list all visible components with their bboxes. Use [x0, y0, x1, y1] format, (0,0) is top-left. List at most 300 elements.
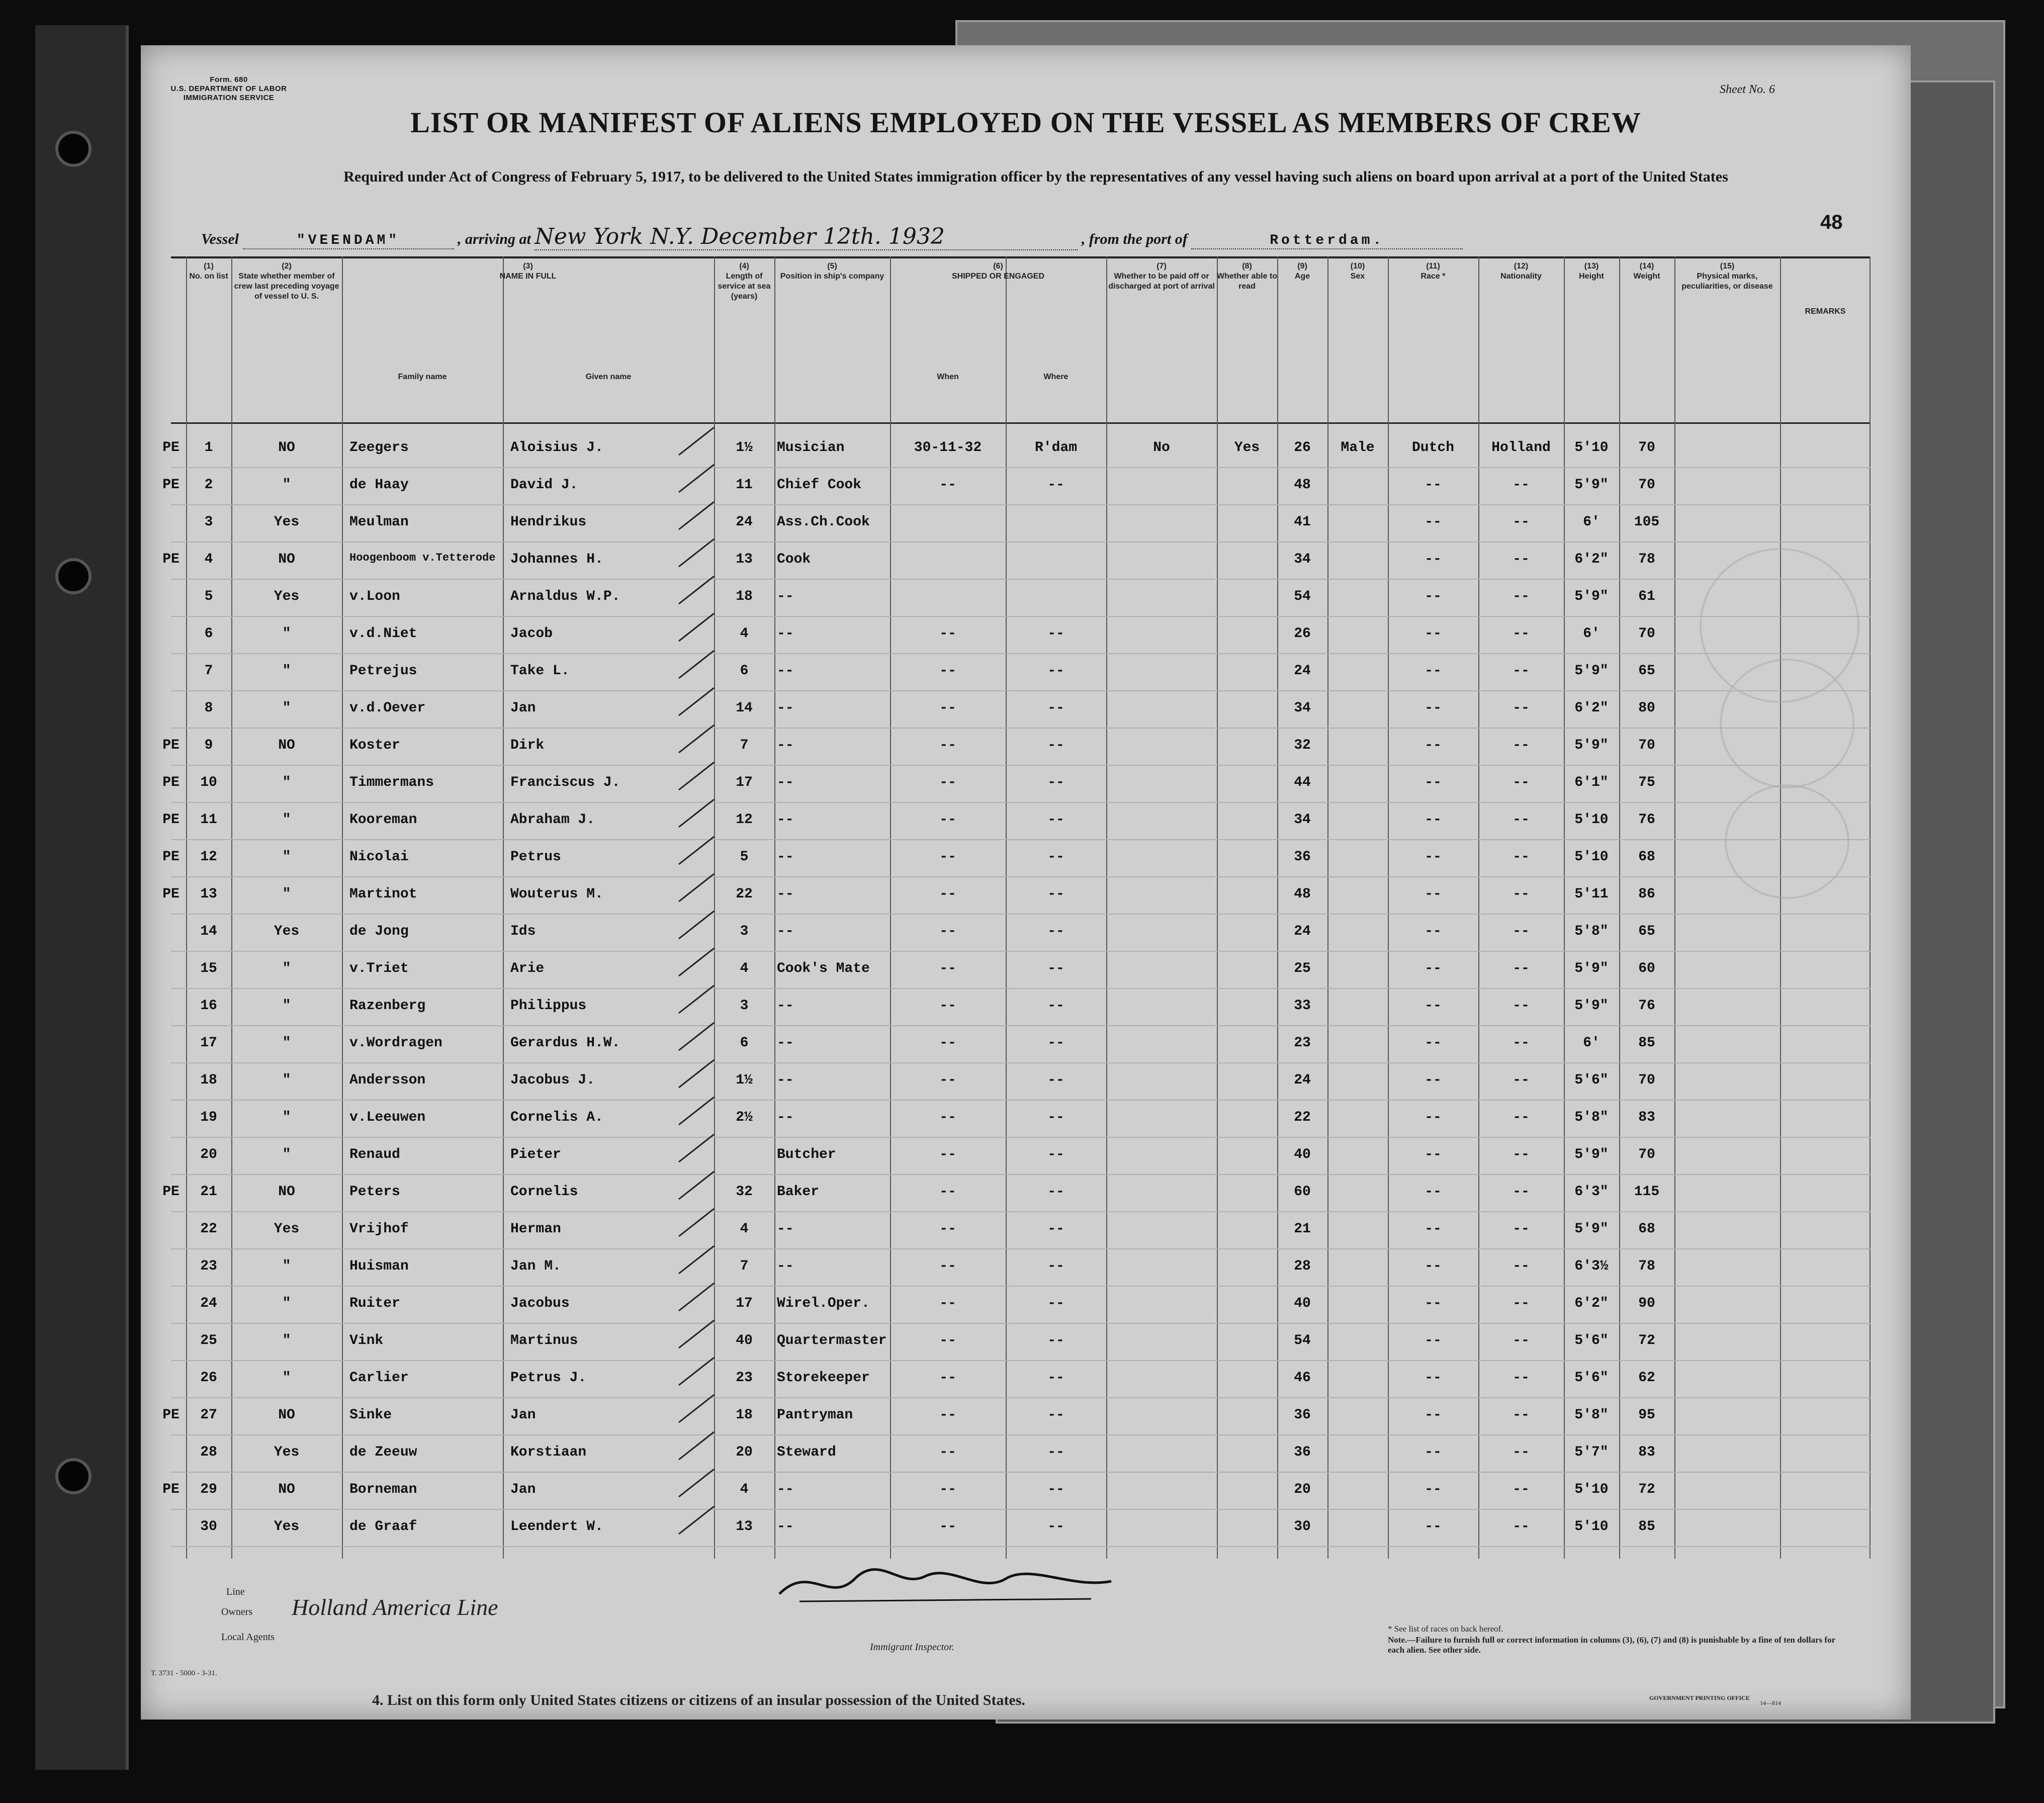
- col-label: State whether member of crew last preceding voyage of vessel to U. S.: [234, 272, 339, 301]
- cell-prev: ": [282, 700, 291, 716]
- cell-position: --: [777, 1110, 794, 1125]
- cell-race: --: [1425, 738, 1442, 753]
- cell-age: 26: [1294, 440, 1311, 456]
- cell-service: 1½: [736, 1072, 753, 1088]
- cell-family: Razenberg: [349, 998, 426, 1014]
- crew-table: [162, 256, 1871, 1564]
- cell-position: --: [777, 849, 794, 865]
- col-header-where: [1006, 372, 1106, 382]
- cell-given: Ids: [510, 924, 536, 939]
- cell-given: Philippus: [510, 998, 587, 1014]
- cell-position: Chief Cook: [777, 477, 862, 493]
- cell-prev: Yes: [274, 1519, 300, 1535]
- cell-age: 48: [1294, 886, 1311, 902]
- cell-age: 22: [1294, 1110, 1311, 1125]
- cell-when: --: [939, 477, 956, 493]
- header-bottom-rule: [171, 422, 1871, 424]
- cell-read: Yes: [1234, 440, 1260, 456]
- cell-age: 54: [1294, 1333, 1311, 1348]
- col-label: NAME IN FULL: [499, 272, 557, 281]
- cell-race: --: [1425, 886, 1442, 902]
- cell-nat: --: [1513, 552, 1530, 567]
- cell-service: 4: [740, 961, 749, 976]
- cell-weight: 90: [1638, 1296, 1655, 1311]
- cell-position: Wirel.Oper.: [777, 1296, 870, 1311]
- cell-no: 24: [200, 1296, 217, 1311]
- cell-race: --: [1425, 552, 1442, 567]
- cell-when: --: [939, 924, 956, 939]
- penalty-note: Note.—Failure to furnish full or correct information in columns (3), (6), (7) and (8) is punishable by a fine of ten dollars for each alien. See other side.: [1388, 1635, 1835, 1655]
- service-name: IMMIGRATION SERVICE: [183, 94, 275, 102]
- cell-position: --: [777, 924, 794, 939]
- cell-prev: NO: [278, 552, 295, 567]
- cell-position: Cook's Mate: [777, 961, 870, 976]
- cell-mark: PE: [162, 1407, 180, 1423]
- cell-height: 6': [1583, 514, 1600, 530]
- cell-race: --: [1425, 626, 1442, 642]
- page-number: 48: [1820, 211, 1843, 233]
- col-header-position: [774, 261, 890, 282]
- cell-height: 5'9": [1574, 961, 1609, 976]
- cell-race: --: [1425, 849, 1442, 865]
- cell-family: v.Wordragen: [349, 1035, 442, 1051]
- cell-family: Ruiter: [349, 1296, 400, 1311]
- cell-nat: Holland: [1491, 440, 1551, 456]
- table-row: [171, 1100, 1871, 1138]
- col-num: (6): [993, 262, 1003, 271]
- cell-where: --: [1047, 812, 1064, 828]
- owners-value: Holland America Line: [292, 1594, 498, 1620]
- cell-height: 5'10: [1574, 1519, 1609, 1535]
- cell-where: --: [1047, 1519, 1064, 1535]
- table-row: [171, 616, 1871, 654]
- cell-position: Baker: [777, 1184, 820, 1200]
- table-row: [171, 690, 1871, 729]
- cell-nat: --: [1513, 1258, 1530, 1274]
- col-label: Whether able to read: [1217, 272, 1278, 291]
- cell-prev: ": [282, 1296, 291, 1311]
- cell-where: --: [1047, 1333, 1064, 1348]
- form-number: [168, 75, 289, 103]
- cell-race: --: [1425, 1184, 1442, 1200]
- from-label: , from the port of: [1081, 231, 1188, 247]
- cell-given: Cornelis A.: [510, 1110, 603, 1125]
- from-port: Rotterdam.: [1270, 233, 1385, 248]
- cell-height: 6'3½: [1574, 1258, 1609, 1274]
- cell-nat: --: [1513, 1370, 1530, 1386]
- table-row: [162, 542, 1871, 580]
- cell-position: --: [777, 775, 794, 790]
- col-header-service: [714, 261, 774, 302]
- cell-position: Ass.Ch.Cook: [777, 514, 870, 530]
- cell-service: 4: [740, 1482, 749, 1497]
- table-row: [171, 1137, 1871, 1175]
- cell-nat: --: [1513, 1110, 1530, 1125]
- cell-height: 5'6": [1574, 1072, 1609, 1088]
- cell-race: --: [1425, 924, 1442, 939]
- col-header-paid-off: [1106, 261, 1217, 292]
- cell-age: 33: [1294, 998, 1311, 1014]
- col-header-weight: [1619, 261, 1674, 282]
- cell-family: Borneman: [349, 1482, 417, 1497]
- cell-given: Wouterus M.: [510, 886, 603, 902]
- cell-nat: --: [1513, 626, 1530, 642]
- cell-race: --: [1425, 1072, 1442, 1088]
- cell-position: Butcher: [777, 1147, 836, 1162]
- cell-weight: 70: [1638, 626, 1655, 642]
- cell-weight: 60: [1638, 961, 1655, 976]
- cell-position: --: [777, 626, 794, 642]
- col-header-read: [1217, 261, 1277, 292]
- cell-no: 18: [200, 1072, 217, 1088]
- cell-weight: 65: [1638, 663, 1655, 679]
- cell-family: Hoogenboom v.Tetterode: [349, 552, 496, 564]
- cell-where: --: [1047, 775, 1064, 790]
- cell-position: --: [777, 1482, 794, 1497]
- cell-when: --: [939, 1184, 956, 1200]
- cell-family: Martinot: [349, 886, 417, 902]
- cell-family: Carlier: [349, 1370, 409, 1386]
- cell-nat: --: [1513, 961, 1530, 976]
- cell-given: Jan M.: [510, 1258, 561, 1274]
- cell-height: 5'10: [1574, 440, 1609, 456]
- cell-race: --: [1425, 1258, 1442, 1274]
- cell-nat: --: [1513, 1072, 1530, 1088]
- cell-no: 5: [204, 589, 213, 604]
- binder-hole: [55, 131, 92, 167]
- cell-when: --: [939, 1445, 956, 1460]
- table-row: [171, 1025, 1871, 1063]
- cell-weight: 75: [1638, 775, 1655, 790]
- col-header-given-name: [503, 372, 714, 382]
- cell-race: --: [1425, 1147, 1442, 1162]
- cell-no: 19: [200, 1110, 217, 1125]
- col-label: SHIPPED OR ENGAGED: [951, 272, 1045, 281]
- cell-height: 5'8": [1574, 924, 1609, 939]
- col-header-when: [890, 372, 1006, 382]
- col-header-prev-voyage: [231, 261, 342, 302]
- table-row: [171, 1286, 1871, 1324]
- cell-height: 5'9": [1574, 477, 1609, 493]
- cell-height: 5'10: [1574, 1482, 1609, 1497]
- cell-weight: 70: [1638, 440, 1655, 456]
- cell-age: 36: [1294, 849, 1311, 865]
- cell-when: --: [939, 849, 956, 865]
- cell-when: --: [939, 775, 956, 790]
- cell-weight: 68: [1638, 849, 1655, 865]
- cell-family: v.Leeuwen: [349, 1110, 426, 1125]
- col-num: (1): [204, 262, 214, 271]
- cell-prev: ": [282, 1333, 291, 1348]
- cell-service: 14: [736, 700, 753, 716]
- table-row: [171, 579, 1871, 617]
- cell-prev: ": [282, 626, 291, 642]
- cell-when: --: [939, 626, 956, 642]
- cell-prev: ": [282, 1370, 291, 1386]
- cell-service: 12: [736, 812, 753, 828]
- cell-age: 23: [1294, 1035, 1311, 1051]
- cell-when: --: [939, 1072, 956, 1088]
- form-id: Form. 680: [210, 75, 248, 84]
- col-header-physical-marks: [1674, 261, 1780, 292]
- cell-when: --: [939, 886, 956, 902]
- cell-race: --: [1425, 1333, 1442, 1348]
- table-row: [162, 1174, 1871, 1212]
- cell-family: Peters: [349, 1184, 400, 1200]
- cell-prev: ": [282, 812, 291, 828]
- col-label: When: [937, 373, 959, 381]
- cell-race: --: [1425, 1407, 1442, 1423]
- cell-given: Pieter: [510, 1147, 561, 1162]
- cell-mark: PE: [162, 552, 180, 567]
- cell-height: 5'8": [1574, 1110, 1609, 1125]
- cell-age: 34: [1294, 700, 1311, 716]
- cell-prev: ": [282, 477, 291, 493]
- cell-family: Andersson: [349, 1072, 426, 1088]
- vessel-line: [201, 224, 1463, 250]
- cell-nat: --: [1513, 1407, 1530, 1423]
- cell-nat: --: [1513, 998, 1530, 1014]
- cell-prev: NO: [278, 1407, 295, 1423]
- cell-mark: PE: [162, 1184, 180, 1200]
- cell-no: 29: [200, 1482, 217, 1497]
- cell-service: 2½: [736, 1110, 753, 1125]
- col-header-nationality: [1478, 261, 1564, 282]
- cell-service: 13: [736, 1519, 753, 1535]
- cell-given: Take L.: [510, 663, 570, 679]
- cell-given: Hendrikus: [510, 514, 587, 530]
- cell-race: --: [1425, 775, 1442, 790]
- cell-where: --: [1047, 961, 1064, 976]
- cell-race: --: [1425, 477, 1442, 493]
- cell-family: v.d.Oever: [349, 700, 426, 716]
- cell-age: 36: [1294, 1407, 1311, 1423]
- cell-position: Quartermaster: [777, 1333, 887, 1348]
- cell-given: Arnaldus W.P.: [510, 589, 620, 604]
- cell-nat: --: [1513, 1221, 1530, 1237]
- cell-race: --: [1425, 700, 1442, 716]
- cell-where: R'dam: [1034, 440, 1077, 456]
- cell-weight: 83: [1638, 1445, 1655, 1460]
- cell-when: --: [939, 700, 956, 716]
- vessel-name: "VEENDAM": [296, 233, 400, 248]
- cell-position: --: [777, 1072, 794, 1088]
- cell-service: 4: [740, 626, 749, 642]
- table-row: [162, 765, 1871, 803]
- cell-age: 34: [1294, 812, 1311, 828]
- cell-weight: 72: [1638, 1482, 1655, 1497]
- cell-weight: 83: [1638, 1110, 1655, 1125]
- cell-given: Petrus J.: [510, 1370, 587, 1386]
- cell-no: 8: [204, 700, 213, 716]
- cell-age: 60: [1294, 1184, 1311, 1200]
- cell-no: 25: [200, 1333, 217, 1348]
- cell-prev: ": [282, 1147, 291, 1162]
- cell-weight: 105: [1634, 514, 1660, 530]
- cell-service: 5: [740, 849, 749, 865]
- cell-height: 6': [1583, 1035, 1600, 1051]
- cell-when: --: [939, 1221, 956, 1237]
- cell-height: 5'9": [1574, 738, 1609, 753]
- cell-given: Jacobus: [510, 1296, 570, 1311]
- col-num: (9): [1297, 262, 1307, 271]
- col-num: (14): [1639, 262, 1654, 271]
- col-label: Sex: [1350, 272, 1365, 281]
- cell-no: 11: [200, 812, 217, 828]
- cell-position: --: [777, 1035, 794, 1051]
- col-label: Position in ship's company: [780, 272, 884, 281]
- table-row: [171, 988, 1871, 1026]
- col-num: (10): [1350, 262, 1365, 271]
- cell-race: --: [1425, 514, 1442, 530]
- form-code: T. 3731 - 5000 - 3-31.: [151, 1669, 217, 1677]
- cell-given: Cornelis: [510, 1184, 578, 1200]
- cell-age: 32: [1294, 738, 1311, 753]
- cell-age: 34: [1294, 552, 1311, 567]
- cell-height: 5'9": [1574, 1221, 1609, 1237]
- cell-given: Jacob: [510, 626, 553, 642]
- cell-weight: 86: [1638, 886, 1655, 902]
- cell-service: 11: [736, 477, 753, 493]
- cell-when: 30-11-32: [914, 440, 982, 456]
- table-top-rule: [171, 256, 1871, 258]
- arriving-port: New York N.Y. December 12th. 1932: [535, 224, 945, 249]
- col-label: Nationality: [1500, 272, 1542, 281]
- cell-position: --: [777, 589, 794, 604]
- col-label: Race *: [1420, 272, 1446, 281]
- cell-race: --: [1425, 1221, 1442, 1237]
- cell-mark: PE: [162, 812, 180, 828]
- cell-no: 15: [200, 961, 217, 976]
- table-row: [162, 728, 1871, 766]
- sheet-number: Sheet No. 6: [1720, 83, 1775, 96]
- cell-given: Arie: [510, 961, 545, 976]
- col-header-remarks: [1780, 307, 1871, 317]
- col-num: (13): [1584, 262, 1599, 271]
- cell-height: 5'9": [1574, 663, 1609, 679]
- col-num: (3): [523, 262, 533, 271]
- cell-family: de Graaf: [349, 1519, 417, 1535]
- cell-service: 20: [736, 1445, 753, 1460]
- vessel-label: Vessel: [201, 231, 239, 247]
- col-num: (11): [1426, 262, 1440, 271]
- official-seal-stamp: [1725, 784, 1849, 899]
- cell-height: 6'2": [1574, 700, 1609, 716]
- cell-service: 18: [736, 1407, 753, 1423]
- cell-race: --: [1425, 1370, 1442, 1386]
- col-label: Family name: [398, 373, 447, 381]
- cell-height: 5'10: [1574, 849, 1609, 865]
- cell-height: 6'2": [1574, 552, 1609, 567]
- cell-when: --: [939, 738, 956, 753]
- cell-prev: ": [282, 849, 291, 865]
- cell-height: 5'9": [1574, 1147, 1609, 1162]
- arriving-label: , arriving at: [458, 231, 531, 247]
- cell-when: --: [939, 1519, 956, 1535]
- cell-when: --: [939, 1333, 956, 1348]
- cell-given: Abraham J.: [510, 812, 595, 828]
- cell-height: 5'11: [1574, 886, 1609, 902]
- cell-mark: PE: [162, 440, 180, 456]
- cell-position: --: [777, 738, 794, 753]
- cell-prev: ": [282, 1072, 291, 1088]
- table-row: [171, 1360, 1871, 1398]
- cell-position: --: [777, 1258, 794, 1274]
- cell-prev: ": [282, 961, 291, 976]
- cell-position: Storekeeper: [777, 1370, 870, 1386]
- cell-no: 7: [204, 663, 213, 679]
- cell-given: Leendert W.: [510, 1519, 603, 1535]
- cell-given: Herman: [510, 1221, 561, 1237]
- cell-race: --: [1425, 1519, 1442, 1535]
- cell-where: --: [1047, 1147, 1064, 1162]
- col-label: Weight: [1633, 272, 1660, 281]
- cell-family: de Haay: [349, 477, 409, 493]
- cell-nat: --: [1513, 738, 1530, 753]
- table-row: [171, 1434, 1871, 1473]
- cell-prev: ": [282, 1110, 291, 1125]
- cell-age: 54: [1294, 589, 1311, 604]
- cell-nat: --: [1513, 1482, 1530, 1497]
- cell-service: 6: [740, 1035, 749, 1051]
- cell-no: 4: [204, 552, 213, 567]
- cell-family: Koster: [349, 738, 400, 753]
- cell-weight: 78: [1638, 552, 1655, 567]
- cell-weight: 70: [1638, 738, 1655, 753]
- cell-weight: 70: [1638, 1072, 1655, 1088]
- cell-age: 46: [1294, 1370, 1311, 1386]
- table-row: [171, 1509, 1871, 1547]
- cell-race: --: [1425, 1035, 1442, 1051]
- cell-age: 30: [1294, 1519, 1311, 1535]
- cell-nat: --: [1513, 886, 1530, 902]
- cell-family: Vrijhof: [349, 1221, 409, 1237]
- cell-family: Nicolai: [349, 849, 409, 865]
- cell-race: Dutch: [1411, 440, 1454, 456]
- cell-prev: Yes: [274, 589, 300, 604]
- table-row: [162, 876, 1871, 915]
- cell-when: --: [939, 663, 956, 679]
- cell-when: --: [939, 1482, 956, 1497]
- manifest-sheet: [141, 45, 1911, 1720]
- table-row: [171, 1323, 1871, 1361]
- cell-mark: PE: [162, 849, 180, 865]
- cell-sex: Male: [1341, 440, 1375, 456]
- cell-no: 21: [200, 1184, 217, 1200]
- cell-age: 40: [1294, 1147, 1311, 1162]
- cell-position: --: [777, 812, 794, 828]
- col-label: Whether to be paid off or discharged at port of arrival: [1108, 272, 1215, 291]
- cell-given: Franciscus J.: [510, 775, 620, 790]
- cell-weight: 62: [1638, 1370, 1655, 1386]
- cell-weight: 70: [1638, 477, 1655, 493]
- binder-hole: [55, 558, 92, 594]
- table-row: [162, 1472, 1871, 1510]
- cell-prev: ": [282, 1035, 291, 1051]
- cell-no: 6: [204, 626, 213, 642]
- cell-prev: Yes: [274, 1221, 300, 1237]
- col-header-height: [1564, 261, 1619, 282]
- cell-nat: --: [1513, 589, 1530, 604]
- cell-age: 25: [1294, 961, 1311, 976]
- cell-nat: --: [1513, 1445, 1530, 1460]
- cell-no: 9: [204, 738, 213, 753]
- cell-race: --: [1425, 961, 1442, 976]
- cell-nat: --: [1513, 1519, 1530, 1535]
- cell-service: 17: [736, 775, 753, 790]
- cell-family: Petrejus: [349, 663, 417, 679]
- cell-nat: --: [1513, 1333, 1530, 1348]
